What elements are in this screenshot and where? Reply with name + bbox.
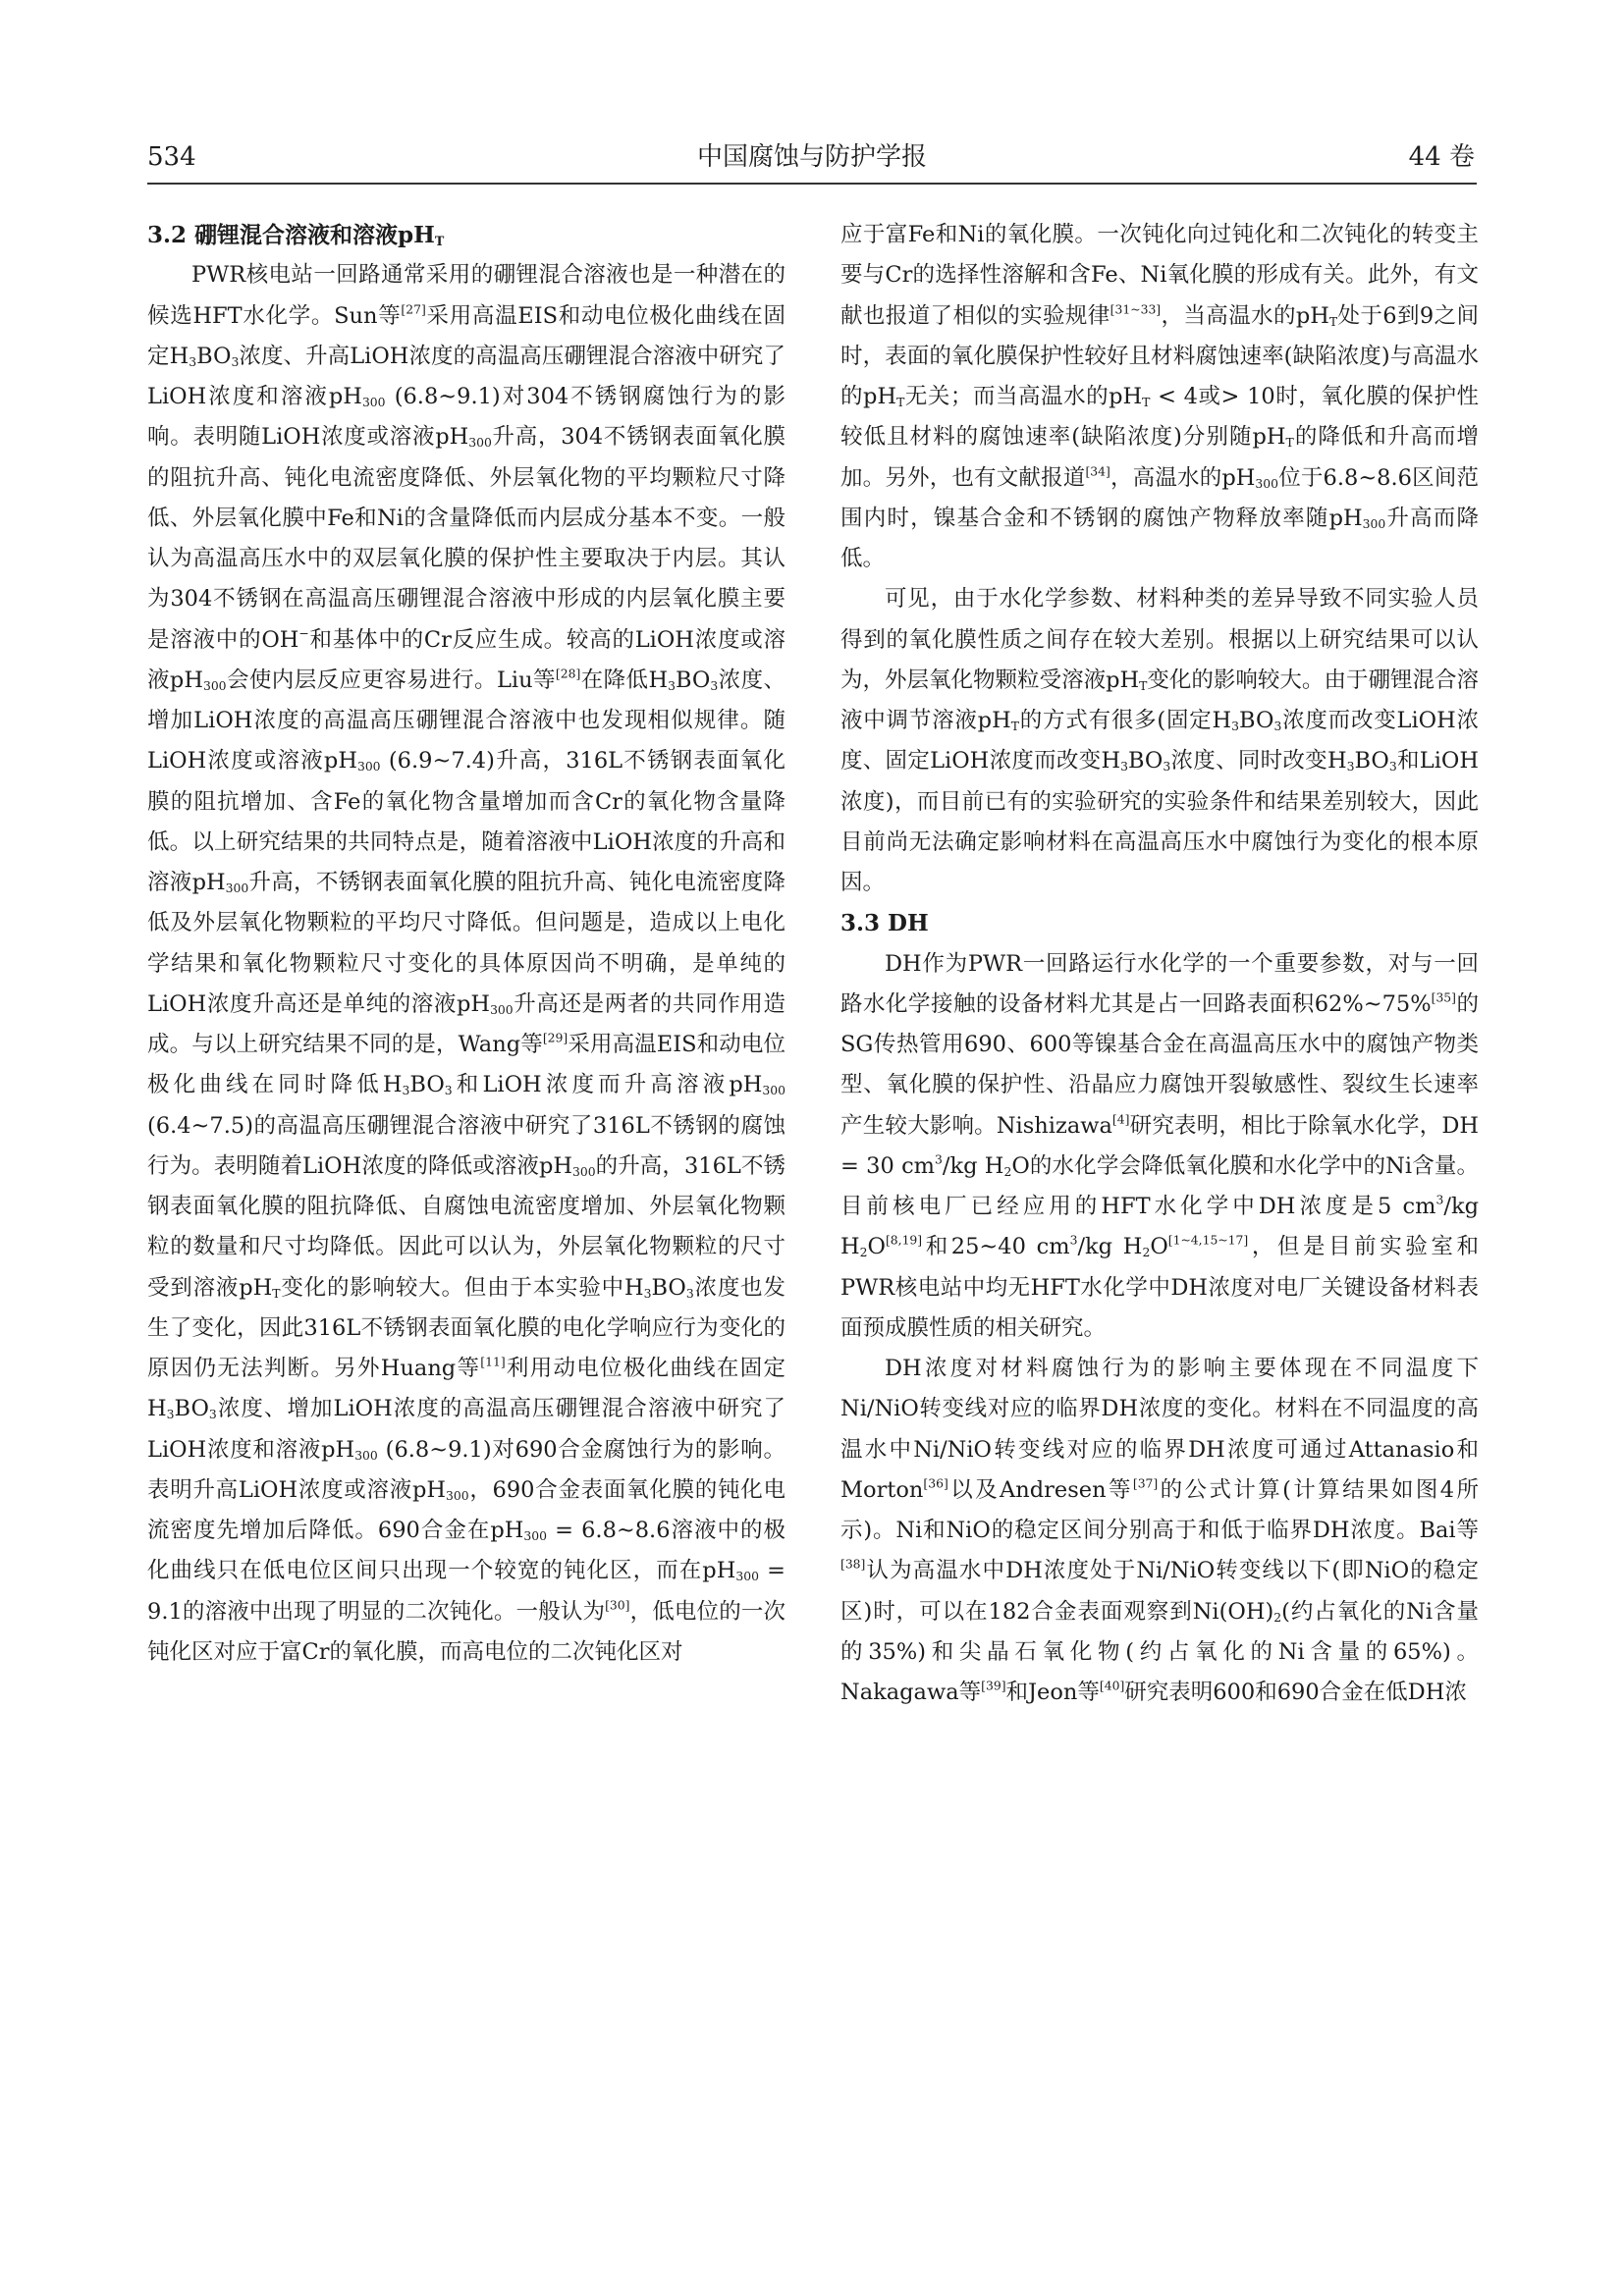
paragraph-dh-intro: DH作为PWR一回路运行水化学的一个重要参数，对与一回路水化学接触的设备材料尤其是占一回路表面积62%~75%[35]的SG传热管用690、600等镍基合金在高温高压水中的腐蚀产物类型、氧化膜的保护性、沿晶应力腐蚀开裂敏感性、裂纹生长速率产生较大影响。Nishizawa[4]研究表明，相比于除氧水化学，DH = 30 $cm^3/kg$ $H_2O$的水化学会降低氧化膜和水化学中的Ni含量。目前核电厂已经应用的HFT水化学中DH浓度是5 $cm^3/kg$ $H_2O[8,19]$和25~40 $cm^3/kg$ $H_2O[1\sim 4,15\sim 17]$，但是目前实验室和PWR核电站中均无HFT水化学中DH浓度对电厂关键设备材料表面预成膜性质的相关研究。 <box>840 950 1479 1341</box>
paragraph-summary: 可见，由于水化学参数、材料种类的差异导致不同实验人员得到的氧化膜性质之间存在较大差别。根据以上研究结果可以认为，外层氧化物颗粒受溶液$pH_T$变化的影响较大。由于硼锂混合溶液中调节溶液$pH_T$的方式有很多(固定$H_3BO_3$浓度而改变LiOH浓度、固定LiOH浓度而改变$H_3BO_3$浓度、同时改变$H_3BO_3$和LiOH浓度)，而目前已有的实验研究的实验条件和结果差别较大，因此目前尚无法确定影响材料在高温高压水中腐蚀行为变化的根本原因。 <box>840 586 1479 895</box>
section-3-2-title: 3.2 硼锂混合溶液和溶液pH <box>147 222 435 248</box>
paragraph-dh-effect: DH浓度对材料腐蚀行为的影响主要体现在不同温度下Ni/NiO转变线对应的临界DH浓度的变化。材料在不同温度的高温水中Ni/NiO转变线对应的临界DH浓度可通过Attanasio和Morton[36]以及Andresen等[37]的公式计算(计算结果如图4所示)。Ni和NiO的稳定区间分别高于和低于临界DH浓度。Bai等[38]认为高温水中DH浓度处于Ni/NiO转变线以下(即NiO的稳定区)时，可以在182合金表面观察到$Ni(OH)_2$(约占氧化的Ni含量的35%)和尖晶石氧化物(约占氧化的Ni含量的65%)。Nakagawa等[39]和Jeon等[40]研究表明600和690合金在低DH浓 <box>840 1356 1479 1705</box>
left-column <box>147 215 785 1673</box>
section-3-2-heading <box>147 215 785 255</box>
right-column <box>840 215 1479 1713</box>
section-3-3-heading: 3.3 DH <box>840 910 929 937</box>
volume-label: 44 卷 <box>1408 142 1475 172</box>
section-3-2-title-sub: T <box>434 234 445 249</box>
header-rule <box>147 183 1477 185</box>
paragraph-borate-lithium: PWR核电站一回路通常采用的硼锂混合溶液也是一种潜在的候选HFT水化学。Sun等[27]采用高温EIS和动电位极化曲线在固定$H_3BO_3$浓度、升高LiOH浓度的高温高压硼锂混合溶液中研究了LiOH浓度和溶液$pH_{300}$ (6.8~9.1)对304不锈钢腐蚀行为的影响。表明随LiOH浓度或溶液$pH_{300}$升高，304不锈钢表面氧化膜的阻抗升高、钝化电流密度降低、外层氧化物的平均颗粒尺寸降低、外层氧化膜中Fe和Ni的含量降低而内层成分基本不变。一般认为高温高压水中的双层氧化膜的保护性主要取决于内层。其认为304不锈钢在高温高压硼锂混合溶液中形成的内层氧化膜主要是溶液中的OH−和基体中的Cr反应生成。较高的LiOH浓度或溶液$pH_{300}$会使内层反应更容易进行。Liu等[28]在降低$H_3BO_3$浓度、增加LiOH浓度的高温高压硼锂混合溶液中也发现相似规律。随LiOH浓度或溶液$pH_{300}$ (6.9~7.4)升高，316L不锈钢表面氧化膜的阻抗增加、含Fe的氧化物含量增加而含Cr的氧化物含量降低。以上研究结果的共同特点是，随着溶液中LiOH浓度的升高和溶液$pH_{300}$升高，不锈钢表面氧化膜的阻抗升高、钝化电流密度降低及外层氧化物颗粒的平均尺寸降低。但问题是，造成以上电化学结果和氧化物颗粒尺寸变化的具体原因尚不明确，是单纯的LiOH浓度升高还是单纯的溶液$pH_{300}$升高还是两者的共同作用造成。与以上研究结果不同的是，Wang等[29]采用高温EIS和动电位极化曲线在同时降低$H_3BO_3$和LiOH浓度而升高溶液$pH_{300}$ (6.4~7.5)的高温高压硼锂混合溶液中研究了316L不锈钢的腐蚀行为。表明随着LiOH浓度的降低或溶液$pH_{300}$的升高，316L不锈钢表面氧化膜的阻抗降低、自腐蚀电流密度增加、外层氧化物颗粒的数量和尺寸均降低。因此可以认为，外层氧化物颗粒的尺寸受到溶液$pH_T$变化的影响较大。但由于本实验中$H_3BO_3$浓度也发生了变化，因此316L不锈钢表面氧化膜的电化学响应行为变化的原因仍无法判断。另外Huang等[11]利用动电位极化曲线在固定$H_3BO_3$浓度、增加LiOH浓度的高温高压硼锂混合溶液中研究了LiOH浓度和溶液$pH_{300}$ (6.8~9.1)对690合金腐蚀行为的影响。表明升高LiOH浓度或溶液$pH_{300}$，690合金表面氧化膜的钝化电流密度先增加后降低。690合金在$pH_{300}$ = 6.8~8.6溶液中的极化曲线只在低电位区间只出现一个较宽的钝化区，而在$pH_{300} = 9.1$的溶液中出现了明显的二次钝化。一般认为[30]，低电位的一次钝化区对应于富Cr的氧化膜，而高电位的二次钝化区对 <box>147 262 786 1665</box>
page-number: 534 <box>147 142 196 172</box>
journal-title: 中国腐蚀与防护学报 <box>696 142 927 172</box>
paragraph-borate-lithium-continued: 应于富Fe和Ni的氧化膜。一次钝化向过钝化和二次钝化的转变主要与Cr的选择性溶解和含Fe、Ni氧化膜的形成有关。此外，有文献也报道了相似的实验规律[31~33]，当高温水的$pH_T$处于6到9之间时，表面的氧化膜保护性较好且材料腐蚀速率(缺陷浓度)与高温水的$pH_T$无关；而当高温水的$pH_T < 4$或> 10时，氧化膜的保护性较低且材料的腐蚀速率(缺陷浓度)分别随$pH_T$的降低和升高而增加。另外，也有文献报道[34]，高温水的$pH_{300}$位于6.8~8.6区间范围内时，镍基合金和不锈钢的腐蚀产物释放率随$pH_{300}$升高而降低。 <box>840 222 1479 571</box>
